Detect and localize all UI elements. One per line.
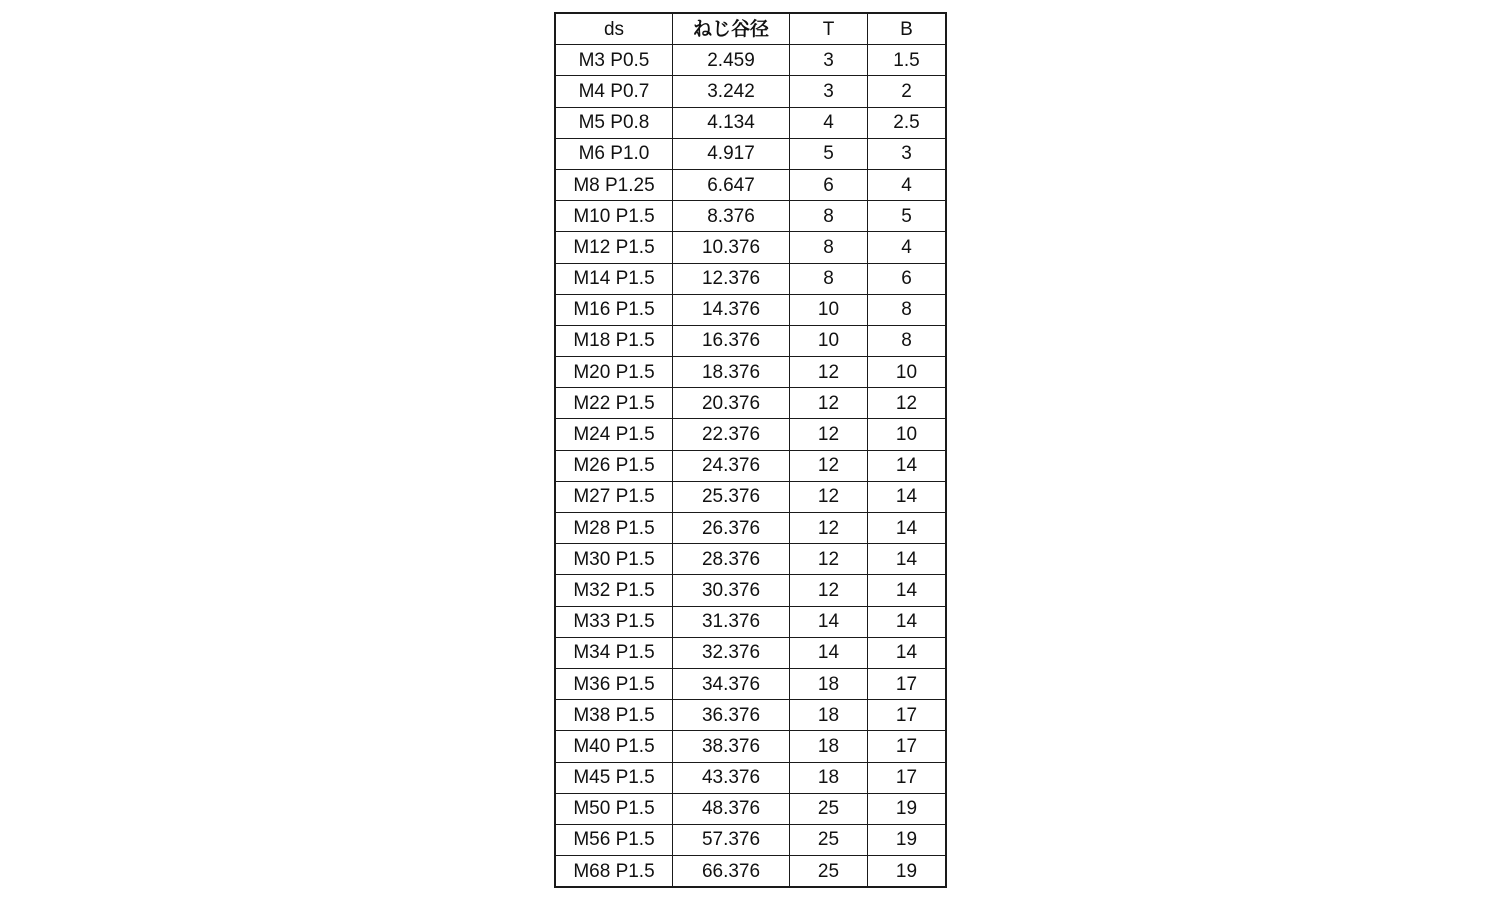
cell-ds: M22 P1.5	[555, 388, 673, 419]
cell-t: 25	[790, 824, 868, 855]
header-b: B	[868, 13, 947, 45]
cell-b: 8	[868, 294, 947, 325]
cell-b: 14	[868, 481, 947, 512]
cell-ds: M14 P1.5	[555, 263, 673, 294]
cell-ds: M36 P1.5	[555, 668, 673, 699]
table-body	[555, 45, 946, 888]
header-t: T	[790, 13, 868, 45]
cell-b: 2.5	[868, 107, 947, 138]
table-row	[555, 575, 946, 606]
cell-b: 8	[868, 325, 947, 356]
table-row	[555, 169, 946, 200]
cell-root-diameter: 10.376	[673, 232, 790, 263]
cell-root-diameter: 14.376	[673, 294, 790, 325]
cell-root-diameter: 34.376	[673, 668, 790, 699]
spec-table	[554, 12, 947, 888]
cell-ds: M27 P1.5	[555, 481, 673, 512]
cell-ds: M28 P1.5	[555, 513, 673, 544]
cell-root-diameter: 24.376	[673, 450, 790, 481]
cell-root-diameter: 4.917	[673, 138, 790, 169]
cell-t: 18	[790, 762, 868, 793]
cell-t: 8	[790, 232, 868, 263]
cell-t: 18	[790, 700, 868, 731]
header-root-diameter: ねじ谷径	[673, 13, 790, 45]
table-row	[555, 294, 946, 325]
cell-ds: M24 P1.5	[555, 419, 673, 450]
table-row	[555, 481, 946, 512]
cell-ds: M5 P0.8	[555, 107, 673, 138]
cell-ds: M50 P1.5	[555, 793, 673, 824]
cell-t: 12	[790, 357, 868, 388]
cell-root-diameter: 22.376	[673, 419, 790, 450]
cell-b: 10	[868, 357, 947, 388]
header-row	[555, 13, 946, 45]
cell-root-diameter: 3.242	[673, 76, 790, 107]
cell-t: 8	[790, 263, 868, 294]
cell-t: 12	[790, 544, 868, 575]
cell-ds: M6 P1.0	[555, 138, 673, 169]
cell-ds: M30 P1.5	[555, 544, 673, 575]
cell-root-diameter: 48.376	[673, 793, 790, 824]
cell-t: 12	[790, 450, 868, 481]
cell-root-diameter: 66.376	[673, 856, 790, 888]
cell-t: 18	[790, 668, 868, 699]
cell-root-diameter: 25.376	[673, 481, 790, 512]
cell-ds: M3 P0.5	[555, 45, 673, 76]
cell-ds: M40 P1.5	[555, 731, 673, 762]
cell-t: 12	[790, 481, 868, 512]
cell-root-diameter: 30.376	[673, 575, 790, 606]
table-row	[555, 762, 946, 793]
table-row	[555, 76, 946, 107]
cell-ds: M18 P1.5	[555, 325, 673, 356]
cell-t: 6	[790, 169, 868, 200]
table-row	[555, 325, 946, 356]
cell-b: 17	[868, 731, 947, 762]
cell-ds: M4 P0.7	[555, 76, 673, 107]
cell-root-diameter: 6.647	[673, 169, 790, 200]
cell-t: 12	[790, 513, 868, 544]
cell-t: 4	[790, 107, 868, 138]
cell-b: 14	[868, 544, 947, 575]
cell-b: 12	[868, 388, 947, 419]
cell-t: 3	[790, 45, 868, 76]
cell-ds: M38 P1.5	[555, 700, 673, 731]
cell-b: 14	[868, 575, 947, 606]
cell-b: 2	[868, 76, 947, 107]
cell-ds: M34 P1.5	[555, 637, 673, 668]
table-row	[555, 263, 946, 294]
cell-b: 14	[868, 513, 947, 544]
cell-b: 4	[868, 232, 947, 263]
cell-t: 3	[790, 76, 868, 107]
cell-t: 25	[790, 856, 868, 888]
table-row	[555, 793, 946, 824]
cell-root-diameter: 18.376	[673, 357, 790, 388]
cell-b: 6	[868, 263, 947, 294]
cell-b: 14	[868, 606, 947, 637]
cell-b: 17	[868, 762, 947, 793]
table-row	[555, 201, 946, 232]
table-row	[555, 513, 946, 544]
cell-root-diameter: 8.376	[673, 201, 790, 232]
cell-t: 25	[790, 793, 868, 824]
table-row	[555, 856, 946, 888]
cell-ds: M68 P1.5	[555, 856, 673, 888]
cell-ds: M8 P1.25	[555, 169, 673, 200]
cell-ds: M32 P1.5	[555, 575, 673, 606]
cell-b: 19	[868, 824, 947, 855]
header-ds: ds	[555, 13, 673, 45]
cell-ds: M56 P1.5	[555, 824, 673, 855]
cell-root-diameter: 36.376	[673, 700, 790, 731]
table-header	[555, 13, 946, 45]
cell-t: 10	[790, 325, 868, 356]
table-row	[555, 138, 946, 169]
cell-root-diameter: 16.376	[673, 325, 790, 356]
cell-root-diameter: 57.376	[673, 824, 790, 855]
cell-t: 14	[790, 637, 868, 668]
cell-b: 10	[868, 419, 947, 450]
cell-t: 18	[790, 731, 868, 762]
cell-b: 17	[868, 700, 947, 731]
cell-ds: M16 P1.5	[555, 294, 673, 325]
cell-root-diameter: 31.376	[673, 606, 790, 637]
table-row	[555, 45, 946, 76]
table-row	[555, 388, 946, 419]
cell-t: 8	[790, 201, 868, 232]
table-row	[555, 544, 946, 575]
table-row	[555, 232, 946, 263]
cell-t: 12	[790, 575, 868, 606]
table-row	[555, 637, 946, 668]
cell-root-diameter: 4.134	[673, 107, 790, 138]
cell-ds: M20 P1.5	[555, 357, 673, 388]
cell-b: 3	[868, 138, 947, 169]
cell-ds: M26 P1.5	[555, 450, 673, 481]
table-row	[555, 450, 946, 481]
cell-root-diameter: 12.376	[673, 263, 790, 294]
cell-root-diameter: 26.376	[673, 513, 790, 544]
cell-b: 19	[868, 793, 947, 824]
cell-root-diameter: 20.376	[673, 388, 790, 419]
cell-root-diameter: 43.376	[673, 762, 790, 793]
table-row	[555, 419, 946, 450]
cell-b: 14	[868, 637, 947, 668]
table-row	[555, 700, 946, 731]
cell-b: 14	[868, 450, 947, 481]
cell-ds: M45 P1.5	[555, 762, 673, 793]
table-row	[555, 668, 946, 699]
table-row	[555, 606, 946, 637]
cell-t: 12	[790, 388, 868, 419]
table-row	[555, 731, 946, 762]
cell-root-diameter: 28.376	[673, 544, 790, 575]
cell-t: 10	[790, 294, 868, 325]
cell-b: 4	[868, 169, 947, 200]
cell-root-diameter: 32.376	[673, 637, 790, 668]
cell-ds: M33 P1.5	[555, 606, 673, 637]
cell-b: 1.5	[868, 45, 947, 76]
cell-b: 19	[868, 856, 947, 888]
table-row	[555, 357, 946, 388]
cell-root-diameter: 38.376	[673, 731, 790, 762]
cell-t: 14	[790, 606, 868, 637]
cell-root-diameter: 2.459	[673, 45, 790, 76]
table-row	[555, 824, 946, 855]
cell-b: 5	[868, 201, 947, 232]
cell-t: 12	[790, 419, 868, 450]
cell-b: 17	[868, 668, 947, 699]
cell-t: 5	[790, 138, 868, 169]
cell-ds: M10 P1.5	[555, 201, 673, 232]
cell-ds: M12 P1.5	[555, 232, 673, 263]
table-row	[555, 107, 946, 138]
